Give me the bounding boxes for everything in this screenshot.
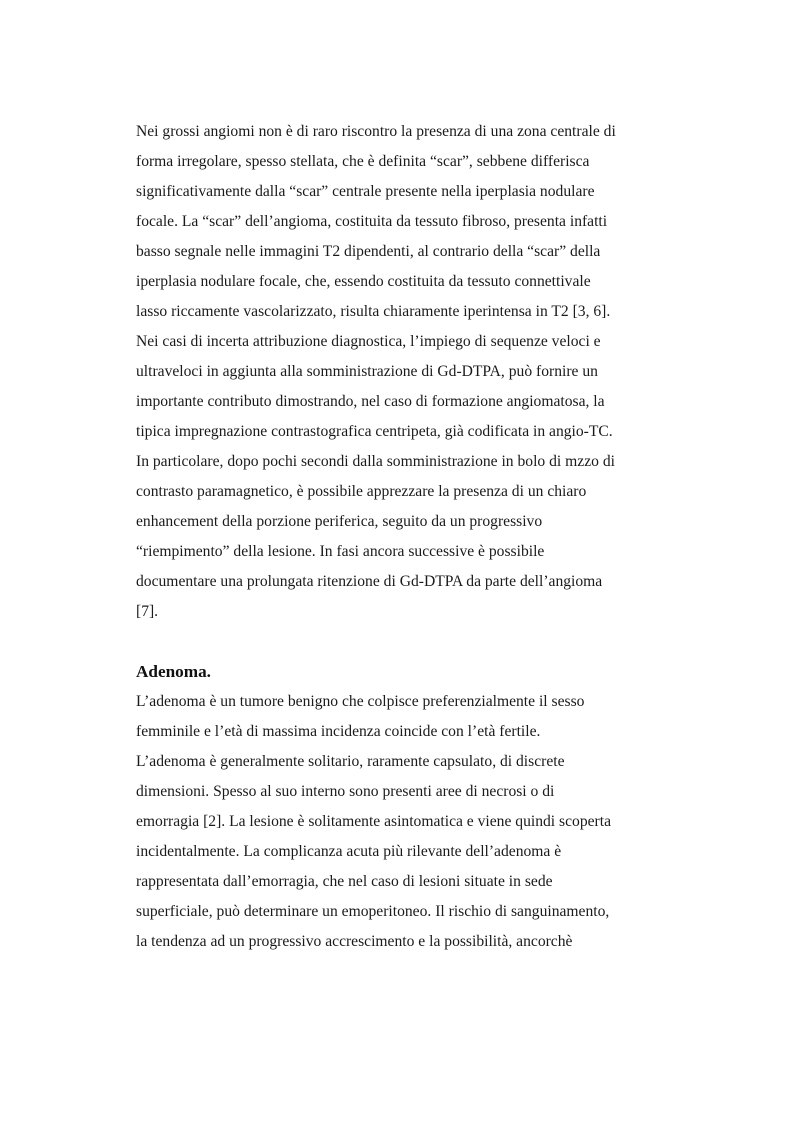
text-line: dimensioni. Spesso al suo interno sono presenti aree di necrosi o di	[136, 783, 555, 800]
text-line: incidentalmente. La complicanza acuta più rilevante dell’adenoma è	[136, 843, 562, 860]
text-line: L’adenoma è generalmente solitario, raramente capsulato, di discrete	[136, 753, 565, 770]
text-line: tipica impregnazione contrastografica centripeta, già codificata in angio-TC.	[136, 423, 613, 440]
text-line: iperplasia nodulare focale, che, essendo costituita da tessuto connettivale	[136, 273, 591, 290]
text-line: ultraveloci in aggiunta alla somministrazione di Gd-DTPA, può fornire un	[136, 363, 598, 380]
text-line: la tendenza ad un progressivo accrescimento e la possibilità, ancorchè	[136, 933, 573, 950]
text-line: importante contributo dimostrando, nel caso di formazione angiomatosa, la	[136, 393, 605, 410]
text-line: basso segnale nelle immagini T2 dipendenti, al contrario della “scar” della	[136, 243, 601, 260]
text-line: In particolare, dopo pochi secondi dalla somministrazione in bolo di mzzo di	[136, 453, 615, 470]
section-heading-adenoma: Adenoma.	[136, 662, 211, 681]
text-line: forma irregolare, spesso stellata, che è definita “scar”, sebbene differisca	[136, 153, 590, 170]
text-line: contrasto paramagnetico, è possibile apprezzare la presenza di un chiaro	[136, 483, 587, 500]
text-line: [7].	[136, 603, 159, 620]
paragraph-adenoma	[136, 687, 676, 957]
text-line: femminile e l’età di massima incidenza coincide con l’età fertile.	[136, 723, 541, 740]
text-line: focale. La “scar” dell’angioma, costituita da tessuto fibroso, presenta infatti	[136, 213, 608, 230]
text-line: emorragia [2]. La lesione è solitamente asintomatica e viene quindi scoperta	[136, 813, 611, 830]
text-line: superficiale, può determinare un emoperitoneo. Il rischio di sanguinamento,	[136, 903, 610, 920]
text-line: rappresentata dall’emorragia, che nel caso di lesioni situate in sede	[136, 873, 553, 890]
text-line: Nei casi di incerta attribuzione diagnostica, l’impiego di sequenze veloci e	[136, 333, 601, 350]
text-line: enhancement della porzione periferica, seguito da un progressivo	[136, 513, 543, 530]
text-line: Nei grossi angiomi non è di raro riscontro la presenza di una zona centrale di	[136, 123, 616, 140]
text-line: “riempimento” della lesione. In fasi ancora successive è possibile	[136, 543, 545, 560]
paragraph-angioma	[136, 117, 676, 627]
text-line: documentare una prolungata ritenzione di Gd-DTPA da parte dell’angioma	[136, 573, 603, 590]
text-line: significativamente dalla “scar” centrale presente nella iperplasia nodulare	[136, 183, 595, 200]
text-line: lasso riccamente vascolarizzato, risulta chiaramente iperintensa in T2 [3, 6].	[136, 303, 611, 320]
text-line: L’adenoma è un tumore benigno che colpisce preferenzialmente il sesso	[136, 693, 585, 710]
